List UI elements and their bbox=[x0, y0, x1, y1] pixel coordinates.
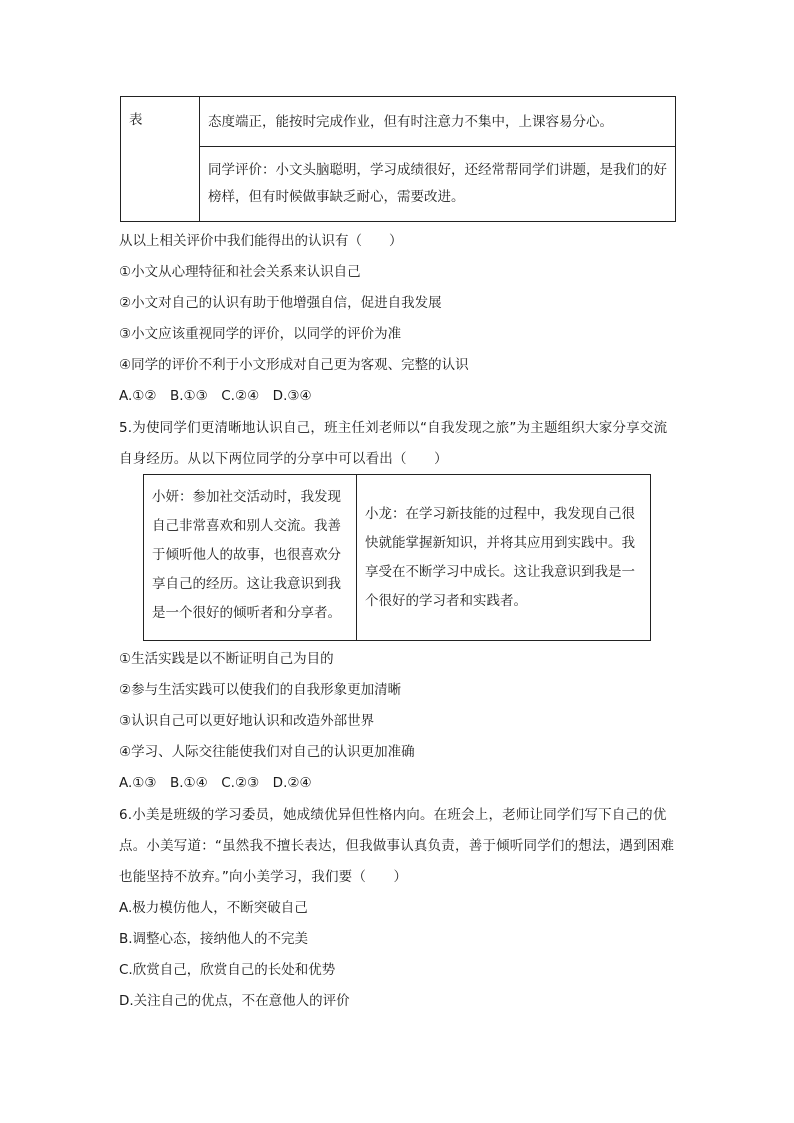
q4-choices: A.①② B.①③ C.②④ D.③④ bbox=[119, 388, 312, 404]
q5-option-4: ④学习、人际交往能使我们对自己的认识更加准确 bbox=[119, 744, 415, 760]
q6-option-c: C.欣赏自己，欣赏自己的长处和优势 bbox=[119, 962, 336, 978]
evaluation-table bbox=[120, 96, 676, 222]
evaluation-self-text: 态度端正，能按时完成作业，但有时注意力不集中，上课容易分心。 bbox=[200, 97, 676, 147]
q5-choices: A.①③ B.①④ C.②③ D.②④ bbox=[119, 775, 312, 791]
q5-stem: 5.为使同学们更清晰地认识自己，班主任刘老师以“自我发现之旅”为主题组织大家分享交流自身经历。从以下两位同学的分享中可以看出（ ） bbox=[119, 420, 668, 467]
evaluation-row-self bbox=[121, 97, 676, 147]
q4-stem: 从以上相关评价中我们能得出的认识有（ ） bbox=[119, 233, 403, 249]
evaluation-row-classmates bbox=[121, 147, 676, 222]
q6-stem: 6.小美是班级的学习委员，她成绩优异但性格内向。在班会上，老师让同学们写下自己的优点。小美写道：“虽然我不擅长表达，但我做事认真负责，善于倾听同学们的想法，遇到困难也能坚持不放弃。”向小美学习，我们要（ ） bbox=[119, 807, 675, 885]
evaluation-row-label: 表 bbox=[121, 97, 200, 222]
share-xiaoyan: 小妍：参加社交活动时，我发现自己非常喜欢和别人交流。我善于倾听他人的故事，也很喜欢分享自己的经历。这让我意识到我是一个很好的倾听者和分享者。 bbox=[144, 475, 357, 641]
sharing-table bbox=[143, 474, 651, 641]
q6-option-a: A.极力模仿他人，不断突破自己 bbox=[119, 900, 308, 916]
q6-option-d: D.关注自己的优点，不在意他人的评价 bbox=[119, 993, 350, 1009]
q5-option-1: ①生活实践是以不断证明自己为目的 bbox=[119, 651, 334, 667]
q5-option-2: ②参与生活实践可以使我们的自我形象更加清晰 bbox=[119, 682, 402, 698]
q4-option-1: ①小文从心理特征和社会关系来认识自己 bbox=[119, 264, 361, 280]
q4-option-3: ③小文应该重视同学的评价，以同学的评价为准 bbox=[119, 326, 402, 342]
evaluation-classmates-text: 同学评价：小文头脑聪明，学习成绩很好，还经常帮同学们讲题，是我们的好榜样，但有时候做事缺乏耐心，需要改进。 bbox=[200, 147, 676, 222]
sharing-row bbox=[144, 475, 651, 641]
q4-option-2: ②小文对自己的认识有助于他增强自信，促进自我发展 bbox=[119, 295, 442, 311]
q6-option-b: B.调整心态，接纳他人的不完美 bbox=[119, 931, 309, 947]
q5-option-3: ③认识自己可以更好地认识和改造外部世界 bbox=[119, 713, 375, 729]
share-xiaolong: 小龙：在学习新技能的过程中，我发现自己很快就能掌握新知识，并将其应用到实践中。我享受在不断学习中成长。这让我意识到我是一个很好的学习者和实践者。 bbox=[357, 475, 651, 641]
q4-option-4: ④同学的评价不利于小文形成对自己更为客观、完整的认识 bbox=[119, 357, 469, 373]
